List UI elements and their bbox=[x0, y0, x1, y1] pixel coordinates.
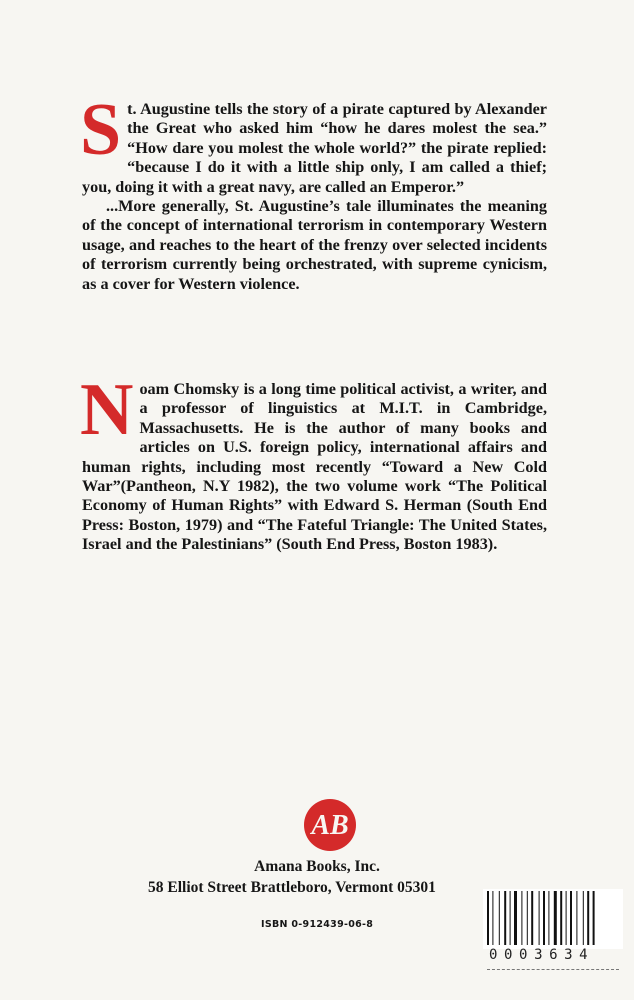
barcode-divider bbox=[487, 969, 619, 970]
excerpt-paragraph-2: ...More generally, St. Augustine’s tale illuminates the meaning of the concept of international terrorism in contemporary Western usage, and reaches to the heart of the frenzy over selected incidents of terrorism currently being orchestrated, with supreme cynicism, as a cover for Western violence. bbox=[82, 197, 547, 293]
dropcap-s: S bbox=[80, 89, 122, 171]
author-bio-paragraph bbox=[80, 369, 547, 555]
barcode-bar bbox=[504, 891, 506, 945]
author-bio-block bbox=[80, 369, 547, 555]
barcode-bar bbox=[587, 891, 589, 945]
publisher-logo bbox=[303, 798, 357, 852]
excerpt-paragraph-1-text: t. Augustine tells the story of a pirate captured by Alexander the Great who asked him “how he dares molest the sea.” “How dare you molest the whole world?” the pirate replied: “because I do it with a little ship only, I am called a thief; you, doing it with a great navy, are called an Emperor.” bbox=[82, 100, 547, 196]
barcode-bar bbox=[593, 891, 595, 945]
barcode-bar bbox=[570, 891, 572, 945]
barcode-bar bbox=[548, 891, 549, 945]
excerpt-block bbox=[80, 89, 547, 294]
excerpt-paragraph-1 bbox=[80, 89, 547, 197]
barcode-bar bbox=[510, 891, 511, 945]
dropcap-n: N bbox=[80, 369, 134, 451]
barcode-bar bbox=[499, 891, 500, 945]
author-bio-text: oam Chomsky is a long time political activist, a writer, and a professor of linguistics at M.I.T. in Cambridge, Massachusetts. He is the author of many books and articles on U.S. foreign policy, international affairs and human rights, including most recently “Toward a New Cold War”(Pantheon, N.Y 1982), the two volume work “The Political Economy of Human Rights” with Edward S. Herman (South End Press: Boston, 1979) and “The Fateful Triangle: The United States, Israel and the Palestinians” (South End Press, Boston 1983). bbox=[82, 380, 547, 554]
barcode-bar bbox=[576, 891, 577, 945]
barcode-bar bbox=[521, 891, 522, 945]
barcode-digits: 0003634 bbox=[489, 947, 595, 963]
barcode-bar bbox=[539, 891, 540, 945]
barcode-bar bbox=[583, 891, 584, 945]
barcode-background bbox=[483, 889, 623, 949]
barcode-bar bbox=[531, 891, 533, 945]
logo-letters: AB bbox=[311, 810, 349, 841]
barcode-bar bbox=[543, 891, 545, 945]
barcode-bar bbox=[514, 891, 517, 945]
barcode bbox=[483, 889, 623, 949]
publisher-name: Amana Books, Inc. bbox=[254, 858, 380, 875]
barcode-bar bbox=[560, 891, 562, 945]
barcode-bar bbox=[527, 891, 528, 945]
barcode-bar bbox=[492, 891, 493, 945]
barcode-bar bbox=[554, 891, 557, 945]
publisher-address: 58 Elliot Street Brattleboro, Vermont 05301 bbox=[148, 879, 436, 896]
isbn: ISBN 0-912439-06-8 bbox=[261, 919, 374, 930]
barcode-bar bbox=[566, 891, 567, 945]
barcode-bar bbox=[487, 891, 489, 945]
